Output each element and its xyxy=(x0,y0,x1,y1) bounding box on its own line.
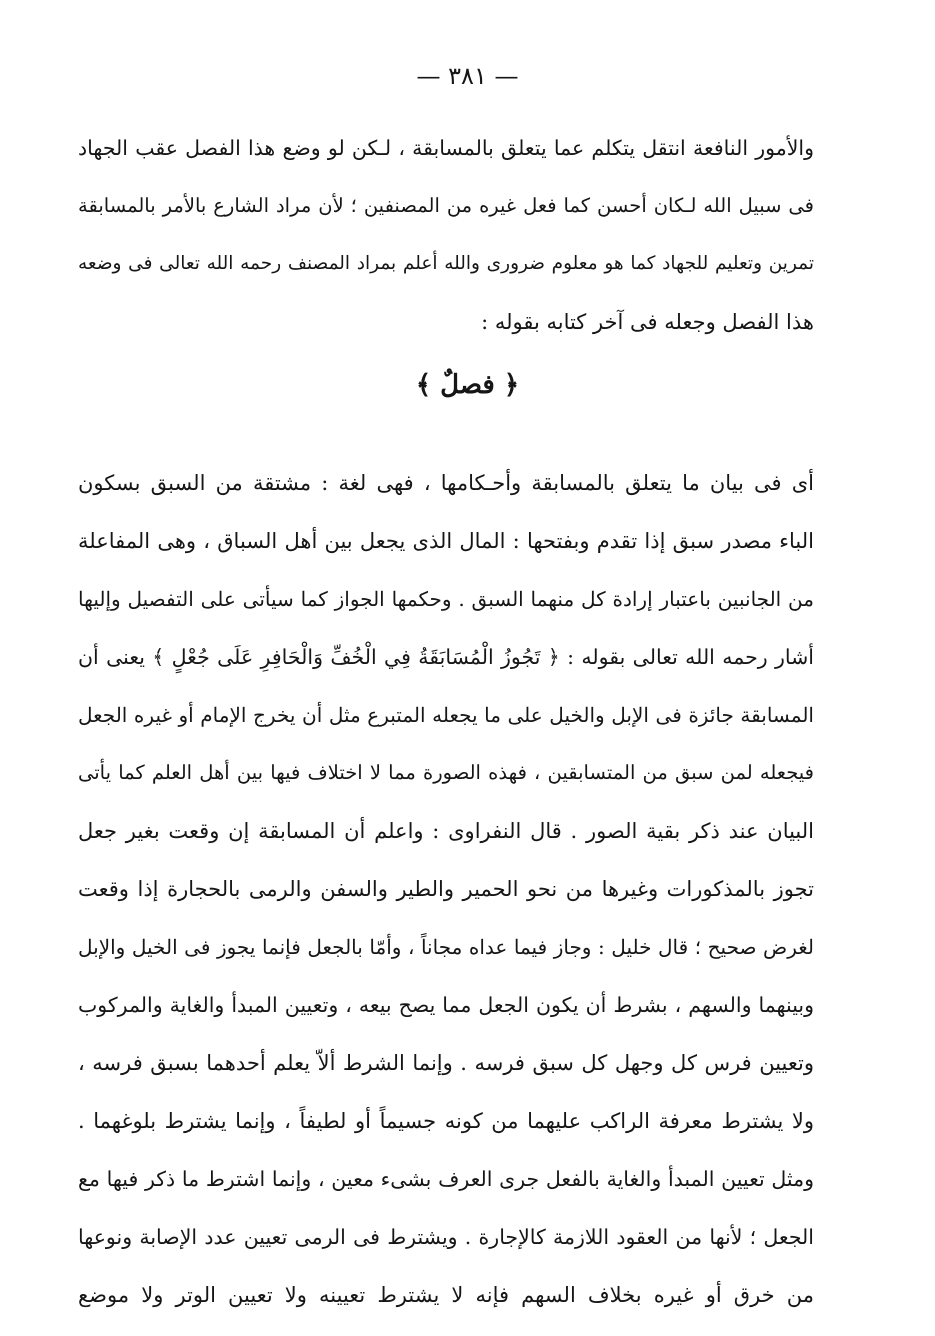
text-line: ولا يشترط معرفة الراكب عليهما من كونه جسيماً أو لطيفاً ، وإنما يشترط بلوغهما . xyxy=(78,1109,814,1133)
text-line: ومثل تعيين المبدأ والغاية بالفعل جرى العرف بشىء معين ، وإنما اشترط ما ذكر فيها مع xyxy=(78,1167,814,1191)
intro-paragraph xyxy=(78,119,814,351)
text-line: المسابقة جائزة فى الإبل والخيل على ما يجعله المتبرع مثل أن يخرج الإمام أو غيره الجعل xyxy=(78,703,814,727)
page-number: — ٣٨١ — xyxy=(416,62,519,90)
text-line: تمرين وتعليم للجهاد كما هو معلوم ضرورى والله أعلم بمراد المصنف رحمه الله تعالى فى وضعه xyxy=(78,253,814,274)
text-line: من الجانبين باعتبار إرادة كل منهما السبق . وحكمها الجواز كما سيأتى على التفصيل وإليها xyxy=(78,587,814,611)
section-heading: ﴿ فصلٌ ﴾ xyxy=(415,370,520,400)
text-line: من خرق أو غيره بخلاف السهم فإنه لا يشترط تعيينه ولا تعيين الوتر ولا موضع xyxy=(78,1283,814,1307)
text-line: لغرض صحيح ؛ قال خليل : وجاز فيما عداه مجاناً ، وأمّا بالجعل فإنما يجوز فى الخيل والإبل xyxy=(78,935,814,959)
text-line: أشار رحمه الله تعالى بقوله : ﴿ تَجُوزُ الْمُسَابَقَةُ فِي الْخُفِّ وَالْحَافِرِ عَلَى جُعْلٍ ﴾ يعنى أن xyxy=(78,645,814,669)
text-line: الباء مصدر سبق إذا تقدم وبفتحها : المال الذى يجعل بين أهل السباق ، وهى المفاعلة xyxy=(78,529,814,553)
body-paragraph xyxy=(78,454,814,1324)
text-line: فيجعله لمن سبق من المتسابقين ، فهذه الصورة مما لا اختلاف فيها بين أهل العلم كما يأتى xyxy=(78,761,814,784)
text-line: أى فى بيان ما يتعلق بالمسابقة وأحـكامها ، فهى لغة : مشتقة من السبق بسكون xyxy=(78,471,814,495)
text-line: الجعل ؛ لأنها من العقود اللازمة كالإجارة . ويشترط فى الرمى تعيين عدد الإصابة ونوعها xyxy=(78,1225,814,1249)
text-line: وتعيين فرس كل وجهل كل سبق فرسه . وإنما الشرط ألاّ يعلم أحدهما بسبق فرسه ، xyxy=(78,1051,814,1075)
text-line: تجوز بالمذكورات وغيرها من نحو الحمير والطير والسفن والرمى بالحجارة إذا وقعت xyxy=(78,877,814,901)
text-line: البيان عند ذكر بقية الصور . قال النفراوى : واعلم أن المسابقة إن وقعت بغير جعل xyxy=(78,819,814,843)
text-line: والأمور النافعة انتقل يتكلم عما يتعلق بالمسابقة ، لـكن لو وضع هذا الفصل عقب الجهاد xyxy=(78,136,814,160)
text-line: هذا الفصل وجعله فى آخر كتابه بقوله : xyxy=(481,310,814,334)
text-line: فى سبيل الله لـكان أحسن كما فعل غيره من المصنفين ؛ لأن مراد الشارع بالأمر بالمسابقة xyxy=(78,194,814,217)
text-line: وبينهما والسهم ، بشرط أن يكون الجعل مما يصح بيعه ، وتعيين المبدأ والغاية والمركوب xyxy=(78,993,814,1017)
